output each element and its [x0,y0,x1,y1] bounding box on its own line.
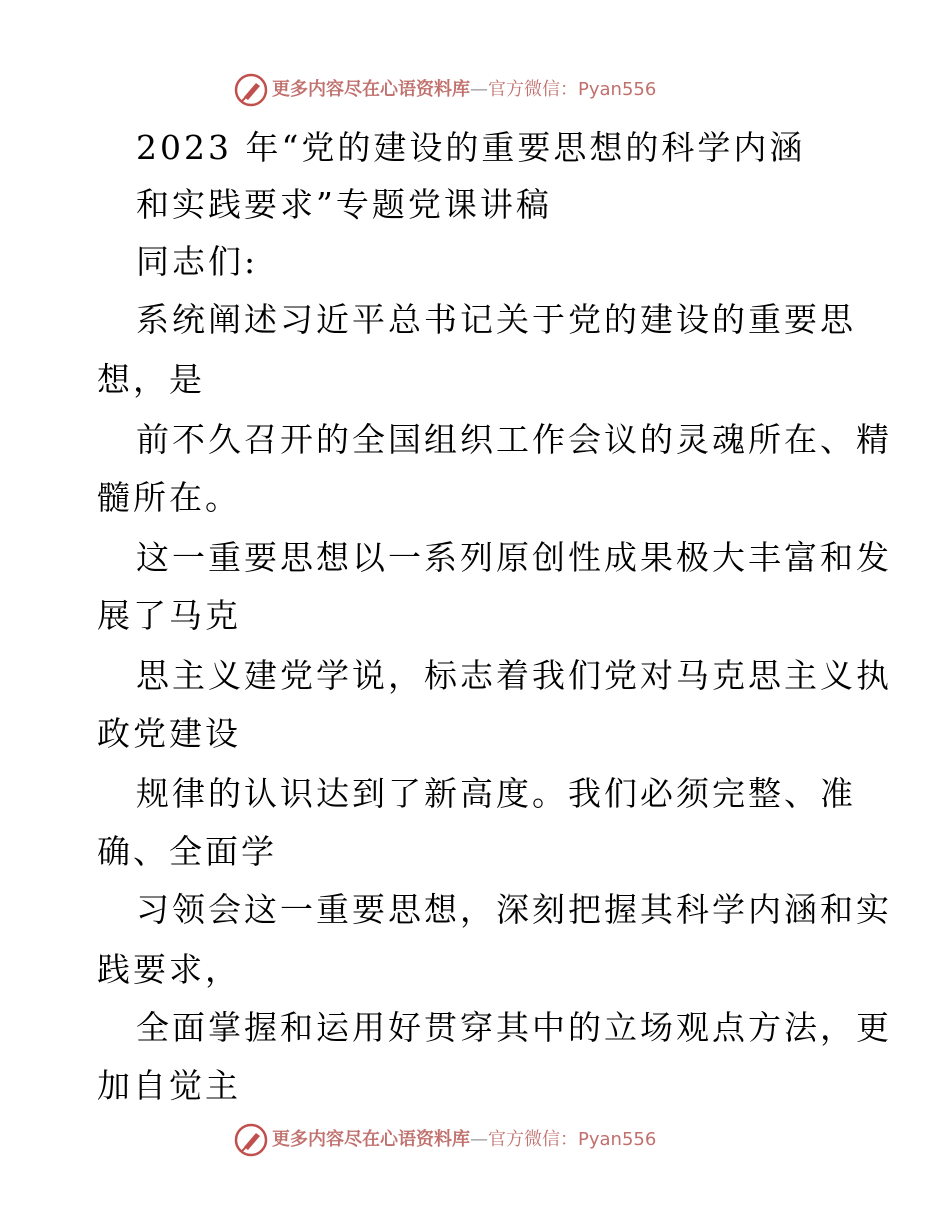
salutation: 同志们: [136,242,259,281]
body-line: 思主义建党学说，标志着我们党对马克思主义执 [136,656,892,695]
body-line: 系统阐述习近平总书记关于党的建设的重要思 [136,300,856,339]
pen-logo-icon [234,1123,268,1157]
body-line: 想，是 [97,360,205,399]
pen-logo-icon [234,73,268,107]
document-title-line-1: 2023 年“党的建设的重要思想的科学内涵 [136,128,806,167]
body-line: 政党建设 [97,714,241,753]
body-line: 前不久召开的全国组织工作会议的灵魂所在、精 [136,420,892,459]
body-line: 加自觉主 [97,1066,241,1105]
body-line: 习领会这一重要思想，深刻把握其科学内涵和实 [136,890,892,929]
body-line: 髓所在。 [97,478,241,517]
header-watermark-text [272,78,656,102]
body-line: 确、全面学 [97,832,277,871]
header-watermark-contact: 官方微信：Pyan556 [488,79,657,100]
header-watermark-separator: — [470,79,488,100]
body-line: 全面掌握和运用好贯穿其中的立场观点方法，更 [136,1008,892,1047]
footer-watermark-lead: 更多内容尽在心语资料库 [272,1129,470,1150]
footer-watermark-separator: — [470,1129,488,1150]
footer-watermark-banner [0,1120,950,1160]
footer-watermark-text [272,1128,656,1152]
footer-watermark-contact: 官方微信：Pyan556 [488,1129,657,1150]
document-title-line-2: 和实践要求”专题党课讲稿 [136,185,552,224]
body-line: 规律的认识达到了新高度。我们必须完整、准 [136,774,856,813]
header-watermark-banner [0,70,950,110]
header-watermark-lead: 更多内容尽在心语资料库 [272,79,470,100]
body-line: 践要求， [97,950,241,989]
body-line: 这一重要思想以一系列原创性成果极大丰富和发 [136,538,892,577]
body-line: 展了马克 [97,596,241,635]
